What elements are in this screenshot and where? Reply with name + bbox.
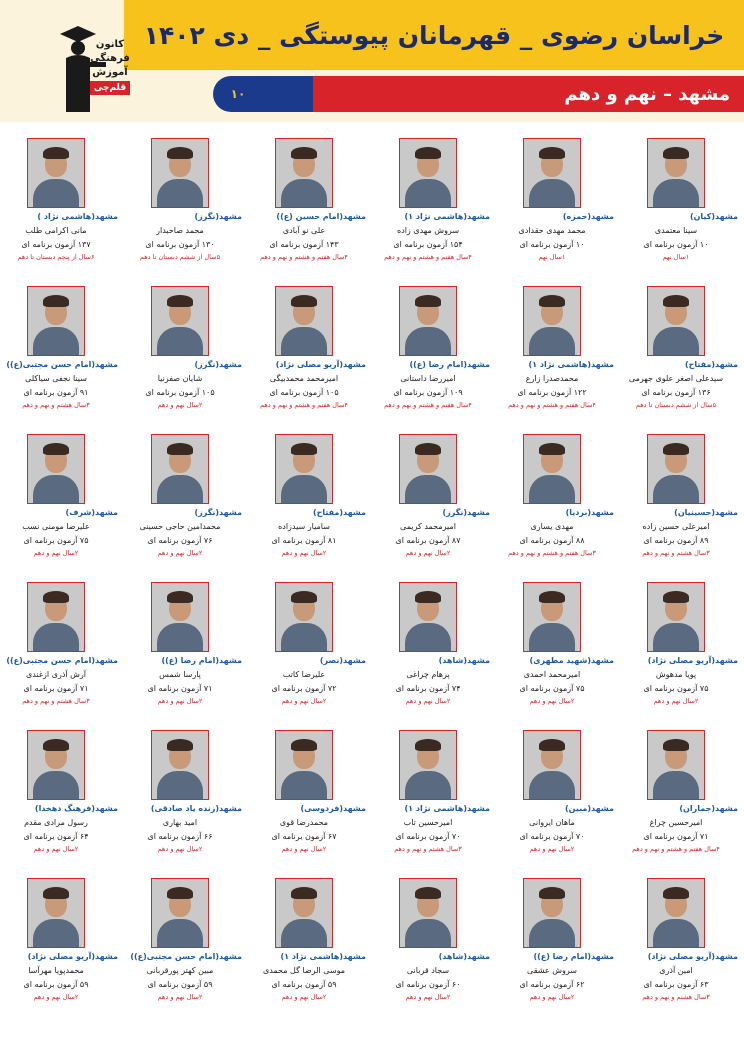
- student-card: [620, 722, 744, 870]
- student-school: مشهد(نصر): [319, 656, 366, 665]
- student-photo: [151, 434, 209, 504]
- student-years: ۱سال نهم: [538, 253, 566, 261]
- student-photo: [27, 434, 85, 504]
- student-exam-count: ۶۴ آزمون برنامه ای: [23, 832, 89, 841]
- student-years: ۲سال نهم و دهم: [529, 993, 575, 1001]
- student-card: [0, 130, 124, 278]
- student-years: ۵سال از ششم دبستان تا دهم: [635, 401, 717, 409]
- student-years: ۲سال نهم و دهم: [33, 845, 79, 853]
- student-card: [0, 574, 124, 722]
- student-name: سینا نجفی سیاکلی: [25, 374, 87, 383]
- student-exam-count: ۷۶ آزمون برنامه ای: [147, 536, 213, 545]
- student-school: مشهد(امام حسین (ع)): [276, 212, 366, 221]
- student-exam-count: ۷۴ آزمون برنامه ای: [395, 684, 461, 693]
- student-school: مشهد(مبین): [565, 804, 614, 813]
- student-school: مشهد(هاشمی نژاد ): [37, 212, 118, 221]
- student-card: [0, 870, 124, 1018]
- student-years: ۴سال هفتم و هشتم و نهم و دهم: [508, 401, 596, 409]
- student-exam-count: ۷۰ آزمون برنامه ای: [519, 832, 585, 841]
- student-years: ۲سال نهم و دهم: [529, 697, 575, 705]
- student-years: ۳سال هفتم و هشتم و نهم و دهم: [508, 549, 596, 557]
- student-school: مشهد(هاشمی نژاد ۱): [528, 360, 614, 369]
- student-exam-count: ۸۸ آزمون برنامه ای: [519, 536, 585, 545]
- student-exam-count: ۷۵ آزمون برنامه ای: [23, 536, 89, 545]
- logo-text: [90, 38, 130, 95]
- student-years: ۳سال هشتم و نهم و دهم: [394, 845, 462, 853]
- student-name: علیرضا کاتب: [282, 670, 326, 679]
- student-name: پرهام چراغی: [406, 670, 450, 679]
- student-exam-count: ۵۹ آزمون برنامه ای: [23, 980, 89, 989]
- student-photo: [399, 582, 457, 652]
- student-name: سیدعلی اصغر علوی جهرمی: [628, 374, 724, 383]
- student-name: سینا معتمدی: [654, 226, 698, 235]
- student-exam-count: ۸۱ آزمون برنامه ای: [271, 536, 337, 545]
- student-exam-count: ۸۹ آزمون برنامه ای: [643, 536, 709, 545]
- student-photo: [647, 434, 705, 504]
- student-card: [372, 574, 496, 722]
- student-school: مشهد(آریو مصلی نژاد): [647, 656, 738, 665]
- student-school: مشهد(جماران): [679, 804, 738, 813]
- student-exam-count: ۷۰ آزمون برنامه ای: [395, 832, 461, 841]
- student-years: ۴سال هفتم و هشتم و نهم و دهم: [384, 253, 472, 261]
- student-name: مانی اکرامی طلب: [25, 226, 87, 235]
- student-name: امیرحسین چراغ: [649, 818, 703, 827]
- student-photo: [399, 138, 457, 208]
- student-school: مشهد(هاشمی نژاد ۱): [404, 212, 490, 221]
- student-school: مشهد(نگرز): [194, 360, 242, 369]
- student-years: ۲سال نهم و دهم: [33, 993, 79, 1001]
- student-school: مشهد(امام رضا (ع)): [409, 360, 490, 369]
- logo-line: فرهنگی: [90, 53, 130, 64]
- student-card: [620, 426, 744, 574]
- student-name: امیرمحمد احمدی: [523, 670, 581, 679]
- student-name: محمد مهدی حقدادی: [518, 226, 586, 235]
- student-photo: [151, 138, 209, 208]
- student-exam-count: ۷۲ آزمون برنامه ای: [271, 684, 337, 693]
- student-years: ۲سال نهم و دهم: [281, 845, 327, 853]
- student-card: [0, 426, 124, 574]
- student-school: مشهد(مفتاح): [312, 508, 366, 517]
- student-exam-count: ۶۰ آزمون برنامه ای: [395, 980, 461, 989]
- student-photo: [523, 582, 581, 652]
- student-name: مبین کهتر پورقربانی: [146, 966, 214, 975]
- student-card: [248, 574, 372, 722]
- logo-badge: قلم‌چی: [90, 81, 130, 95]
- student-years: ۱سال نهم: [662, 253, 690, 261]
- student-photo: [399, 730, 457, 800]
- student-school: مشهد(زنده یاد صادقی): [150, 804, 242, 813]
- student-years: ۴سال هفتم و هشتم و نهم و دهم: [384, 401, 472, 409]
- student-name: سجاد قربانی: [406, 966, 450, 975]
- student-photo: [523, 286, 581, 356]
- student-school: مشهد(فرهنگ دهخدا): [34, 804, 118, 813]
- student-exam-count: ۸۷ آزمون برنامه ای: [395, 536, 461, 545]
- student-years: ۳سال هشتم و نهم و دهم: [642, 549, 710, 557]
- student-school: مشهد(حمزه): [562, 212, 614, 221]
- student-name: امیرعلی حسین زاده: [642, 522, 710, 531]
- student-exam-count: ۶۲ آزمون برنامه ای: [519, 980, 585, 989]
- student-years: ۳سال هشتم و نهم و دهم: [22, 401, 90, 409]
- student-card: [620, 870, 744, 1018]
- student-years: ۲سال نهم و دهم: [157, 697, 203, 705]
- student-years: ۴سال هفتم و هشتم و نهم و دهم: [260, 253, 348, 261]
- student-years: ۲سال نهم و دهم: [281, 993, 327, 1001]
- student-photo: [647, 730, 705, 800]
- student-school: مشهد(نگرز): [442, 508, 490, 517]
- student-exam-count: ۱۰۹ آزمون برنامه ای: [393, 388, 463, 397]
- student-photo: [275, 138, 333, 208]
- student-photo: [275, 286, 333, 356]
- student-years: ۲سال نهم و دهم: [405, 697, 451, 705]
- student-years: ۲سال نهم و دهم: [405, 993, 451, 1001]
- student-name: امیرمحمد محمدبیگی: [269, 374, 339, 383]
- student-school: مشهد(امام رضا (ع)): [161, 656, 242, 665]
- student-exam-count: ۱۰ آزمون برنامه ای: [643, 240, 709, 249]
- student-name: پارسا شمس: [159, 670, 201, 679]
- student-photo: [275, 434, 333, 504]
- student-years: ۶سال از پنجم دبستان تا دهم: [17, 253, 95, 261]
- student-card: [0, 278, 124, 426]
- student-exam-count: ۵۹ آزمون برنامه ای: [271, 980, 337, 989]
- student-years: ۲سال نهم و دهم: [281, 549, 327, 557]
- student-name: پویا مدهوش: [655, 670, 697, 679]
- student-years: ۴سال هفتم و هشتم و نهم و دهم: [260, 401, 348, 409]
- student-name: امیرحسین تاب: [403, 818, 453, 827]
- student-years: ۲سال نهم و دهم: [157, 401, 203, 409]
- student-years: ۲سال نهم و دهم: [157, 549, 203, 557]
- student-card: [620, 574, 744, 722]
- student-years: ۲سال نهم و دهم: [653, 697, 699, 705]
- student-name: مهدی یساری: [530, 522, 574, 531]
- student-card: [372, 722, 496, 870]
- student-exam-count: ۱۰۵ آزمون برنامه ای: [145, 388, 215, 397]
- logo-line: کانون: [95, 39, 125, 50]
- student-card: [124, 870, 248, 1018]
- student-years: ۲سال نهم و دهم: [405, 549, 451, 557]
- student-school: مشهد(فردوسی): [300, 804, 366, 813]
- student-name: رسول مرادی مقدم: [24, 818, 88, 827]
- student-card: [372, 278, 496, 426]
- student-photo: [647, 582, 705, 652]
- student-name: محمدامین حاجی حسینی: [139, 522, 221, 531]
- student-card: [496, 278, 620, 426]
- student-school: مشهد(مفتاح): [684, 360, 738, 369]
- student-school: مشهد(امام حسن مجتبی(ع)): [130, 952, 242, 961]
- student-school: مشهد(آریو مصلی نژاد): [275, 360, 366, 369]
- page-number: ۱۰: [230, 87, 246, 101]
- student-exam-count: ۱۴۳ آزمون برنامه ای: [269, 240, 339, 249]
- student-exam-count: ۷۱ آزمون برنامه ای: [147, 684, 213, 693]
- student-card: [124, 130, 248, 278]
- student-exam-count: ۶۶ آزمون برنامه ای: [147, 832, 213, 841]
- student-photo: [523, 138, 581, 208]
- student-photo: [27, 878, 85, 948]
- student-exam-count: ۷۱ آزمون برنامه ای: [643, 832, 709, 841]
- student-photo: [275, 730, 333, 800]
- student-card: [496, 722, 620, 870]
- student-card: [0, 722, 124, 870]
- student-card: [496, 426, 620, 574]
- student-years: ۲سال نهم و دهم: [33, 549, 79, 557]
- student-card: [496, 574, 620, 722]
- student-photo: [523, 878, 581, 948]
- student-card: [372, 426, 496, 574]
- student-photo: [523, 434, 581, 504]
- student-school: مشهد(کیان): [689, 212, 738, 221]
- student-name: محمدرضا قوی: [279, 818, 329, 827]
- student-photo: [275, 878, 333, 948]
- page-title: خراسان رضوی _ قهرمانان پیوستگی _ دی ۱۴۰۲: [143, 20, 725, 50]
- student-years: ۳سال هشتم و نهم و دهم: [642, 993, 710, 1001]
- student-exam-count: ۱۲۲ آزمون برنامه ای: [517, 388, 587, 397]
- student-photo: [275, 582, 333, 652]
- student-name: آرش آذری ازغندی: [26, 670, 86, 679]
- student-exam-count: ۹۱ آزمون برنامه ای: [23, 388, 89, 397]
- student-school: مشهد(شاهد): [438, 952, 490, 961]
- student-photo: [647, 286, 705, 356]
- student-card: [496, 130, 620, 278]
- student-card: [496, 870, 620, 1018]
- student-years: ۲سال نهم و دهم: [529, 845, 575, 853]
- logo-line: آموزش: [92, 67, 128, 78]
- student-years: ۲سال نهم و دهم: [281, 697, 327, 705]
- student-photo: [27, 286, 85, 356]
- student-card: [620, 278, 744, 426]
- student-school: مشهد(هاشمی نژاد ۱): [404, 804, 490, 813]
- student-photo: [399, 286, 457, 356]
- student-photo: [647, 878, 705, 948]
- student-years: ۳سال هشتم و نهم و دهم: [22, 697, 90, 705]
- student-card: [372, 870, 496, 1018]
- student-photo: [151, 582, 209, 652]
- student-exam-count: ۱۳۷ آزمون برنامه ای: [21, 240, 91, 249]
- student-name: علیرضا مومنی نسب: [22, 522, 90, 531]
- student-photo: [151, 286, 209, 356]
- student-name: سروش مهدی زاده: [396, 226, 460, 235]
- student-card: [248, 278, 372, 426]
- student-school: مشهد(بردیا): [565, 508, 614, 517]
- student-years: ۲سال نهم و دهم: [157, 993, 203, 1001]
- student-card: [248, 130, 372, 278]
- student-name: محمد صاحبدار: [156, 226, 204, 235]
- student-name: سامیار سیدزاده: [278, 522, 330, 531]
- student-photo: [647, 138, 705, 208]
- student-card: [248, 870, 372, 1018]
- student-card: [620, 130, 744, 278]
- student-name: امیررضا داستانی: [400, 374, 456, 383]
- student-exam-count: ۷۱ آزمون برنامه ای: [23, 684, 89, 693]
- student-name: امین آذری: [659, 966, 693, 975]
- student-school: مشهد(امام حسن مجتبی(ع)): [6, 360, 118, 369]
- student-exam-count: ۶۳ آزمون برنامه ای: [643, 980, 709, 989]
- student-name: امیرمحمد کریمی: [400, 522, 456, 531]
- student-card: [124, 278, 248, 426]
- student-school: مشهد(نگرز): [194, 212, 242, 221]
- student-exam-count: ۱۰ آزمون برنامه ای: [519, 240, 585, 249]
- student-photo: [27, 138, 85, 208]
- student-photo: [151, 730, 209, 800]
- student-years: ۵سال از ششم دبستان تا دهم: [139, 253, 221, 261]
- student-years: ۲سال نهم و دهم: [157, 845, 203, 853]
- student-card: [372, 130, 496, 278]
- student-exam-count: ۱۳۶ آزمون برنامه ای: [641, 388, 711, 397]
- student-exam-count: ۷۵ آزمون برنامه ای: [519, 684, 585, 693]
- student-name: علی نو آبادی: [282, 226, 326, 235]
- student-school: مشهد(نگرز): [194, 508, 242, 517]
- student-name: سروش عشقی: [527, 966, 577, 975]
- student-card: [248, 426, 372, 574]
- student-card: [124, 426, 248, 574]
- student-exam-count: ۶۷ آزمون برنامه ای: [271, 832, 337, 841]
- student-photo: [27, 582, 85, 652]
- student-card: [124, 574, 248, 722]
- student-school: مشهد(امام رضا (ع)): [533, 952, 614, 961]
- student-photo: [399, 878, 457, 948]
- student-photo: [523, 730, 581, 800]
- student-photo: [27, 730, 85, 800]
- student-exam-count: ۷۵ آزمون برنامه ای: [643, 684, 709, 693]
- student-card: [124, 722, 248, 870]
- student-name: شایان صفرنیا: [157, 374, 203, 383]
- student-photo: [151, 878, 209, 948]
- student-exam-count: ۱۰۵ آزمون برنامه ای: [269, 388, 339, 397]
- student-name: ماهان ایروانی: [529, 818, 575, 827]
- student-school: مشهد(هاشمی نژاد ۱): [280, 952, 366, 961]
- section-title: مشهد – نهم و دهم: [564, 83, 730, 105]
- student-school: مشهد(آریو مصلی نژاد): [27, 952, 118, 961]
- student-school: مشهد(شاهد): [438, 656, 490, 665]
- student-card: [248, 722, 372, 870]
- student-school: مشهد(امام حسن مجتبی(ع)): [6, 656, 118, 665]
- student-name: امید بهاری: [162, 818, 198, 827]
- student-name: موسی الرضا گل محمدی: [262, 966, 346, 975]
- student-school: مشهد(شرف): [65, 508, 118, 517]
- student-exam-count: ۱۵۴ آزمون برنامه ای: [393, 240, 463, 249]
- student-years: ۴سال هفتم و هشتم و نهم و دهم: [632, 845, 720, 853]
- student-exam-count: ۱۳۰ آزمون برنامه ای: [145, 240, 215, 249]
- student-school: مشهد(شهید مطهری): [529, 656, 614, 665]
- student-exam-count: ۵۹ آزمون برنامه ای: [147, 980, 213, 989]
- student-photo: [399, 434, 457, 504]
- student-name: محمدپویا مهرآسا: [28, 966, 84, 975]
- student-school: مشهد(حسینیان): [674, 508, 738, 517]
- student-name: محمدصدرا زارع: [525, 374, 579, 383]
- student-school: مشهد(آریو مصلی نژاد): [647, 952, 738, 961]
